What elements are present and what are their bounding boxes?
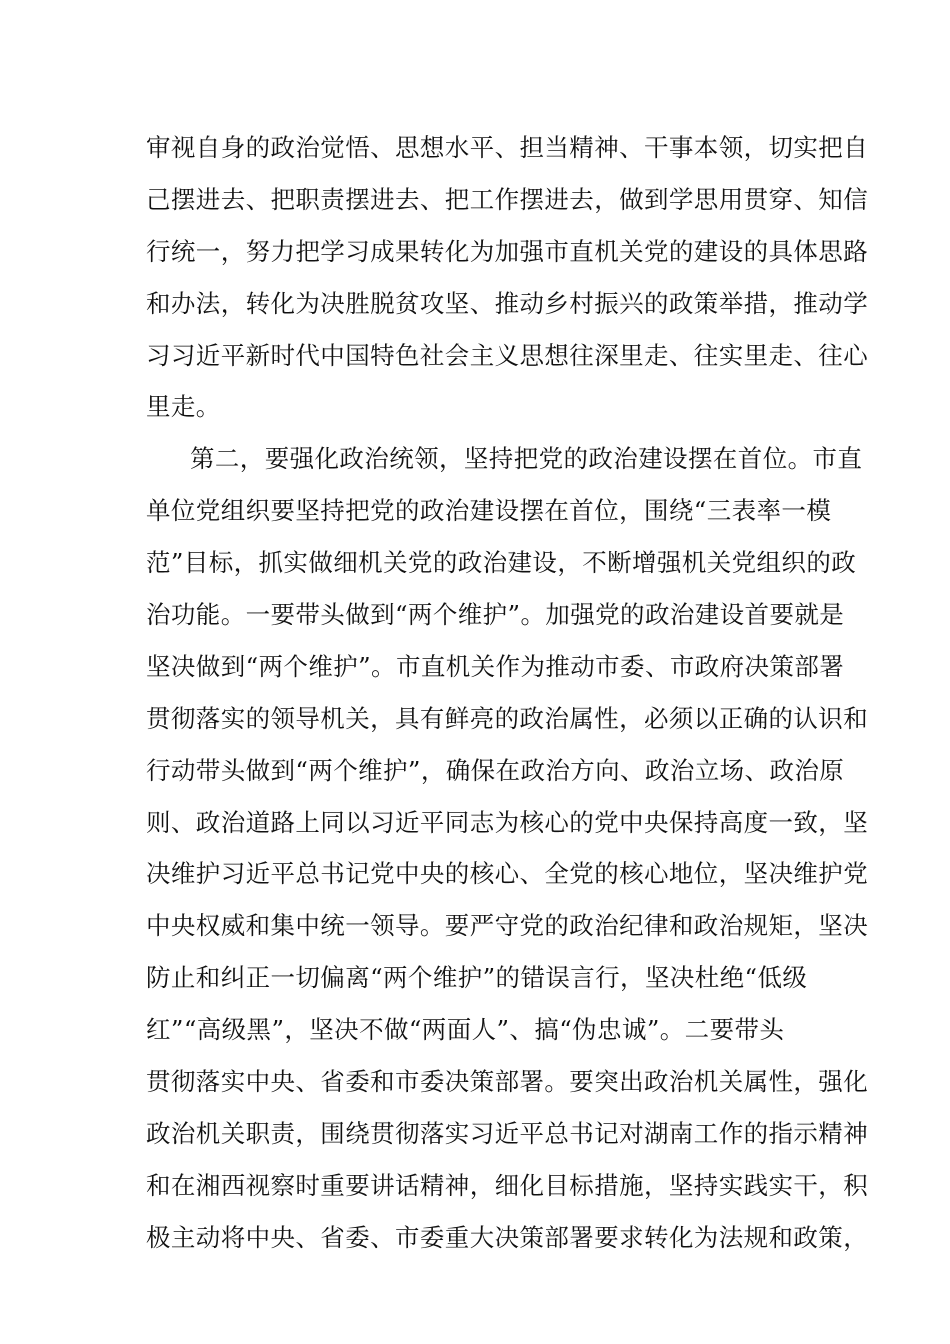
text-line: 治功能。一要带头做到“两个维护”。加强党的政治建设首要就是: [146, 600, 845, 630]
paragraph-start-line: 第二，要强化政治统领，坚持把党的政治建设摆在首位。市直: [190, 444, 863, 474]
text-line: 则、政治道路上同以习近平同志为核心的党中央保持高度一致，坚: [146, 807, 869, 837]
text-line: 中央权威和集中统一领导。要严守党的政治纪律和政治规矩，坚决: [146, 911, 869, 941]
text-line: 里走。: [146, 392, 221, 422]
text-line: 防止和纠正一切偏离“两个维护”的错误言行，坚决杜绝“低级: [146, 963, 808, 993]
text-line: 和办法，转化为决胜脱贫攻坚、推动乡村振兴的政策举措，推动学: [146, 288, 869, 318]
text-line: 坚决做到“两个维护”。市直机关作为推动市委、市政府决策部署: [146, 651, 845, 681]
text-line: 政治机关职责，围绕贯彻落实习近平总书记对湖南工作的指示精神: [146, 1118, 869, 1148]
text-line: 单位党组织要坚持把党的政治建设摆在首位，围绕“三表率一模: [146, 496, 832, 526]
text-line: 和在湘西视察时重要讲话精神，细化目标措施，坚持实践实干，积: [146, 1170, 869, 1200]
body-text: [146, 122, 869, 1264]
text-line: 行统一，努力把学习成果转化为加强市直机关党的建设的具体思路: [146, 236, 869, 266]
text-line: 极主动将中央、省委、市委重大决策部署要求转化为法规和政策，: [146, 1222, 869, 1252]
text-line: 行动带头做到“两个维护”，确保在政治方向、政治立场、政治原: [146, 755, 845, 785]
text-line: 习习近平新时代中国特色社会主义思想往深里走、往实里走、往心: [146, 340, 869, 370]
text-line: 己摆进去、把职责摆进去、把工作摆进去，做到学思用贯穿、知信: [146, 184, 869, 214]
text-line: 贯彻落实的领导机关，具有鲜亮的政治属性，必须以正确的认识和: [146, 703, 869, 733]
text-line: 红”“高级黑”，坚决不做“两面人”、搞“伪忠诚”。二要带头: [146, 1015, 785, 1045]
text-line: 范”目标，抓实做细机关党的政治建设，不断增强机关党组织的政: [146, 548, 857, 578]
text-line: 决维护习近平总书记党中央的核心、全党的核心地位，坚决维护党: [146, 859, 869, 889]
text-line: 审视自身的政治觉悟、思想水平、担当精神、干事本领，切实把自: [146, 133, 869, 162]
text-line: 贯彻落实中央、省委和市委决策部署。要突出政治机关属性，强化: [146, 1067, 869, 1097]
